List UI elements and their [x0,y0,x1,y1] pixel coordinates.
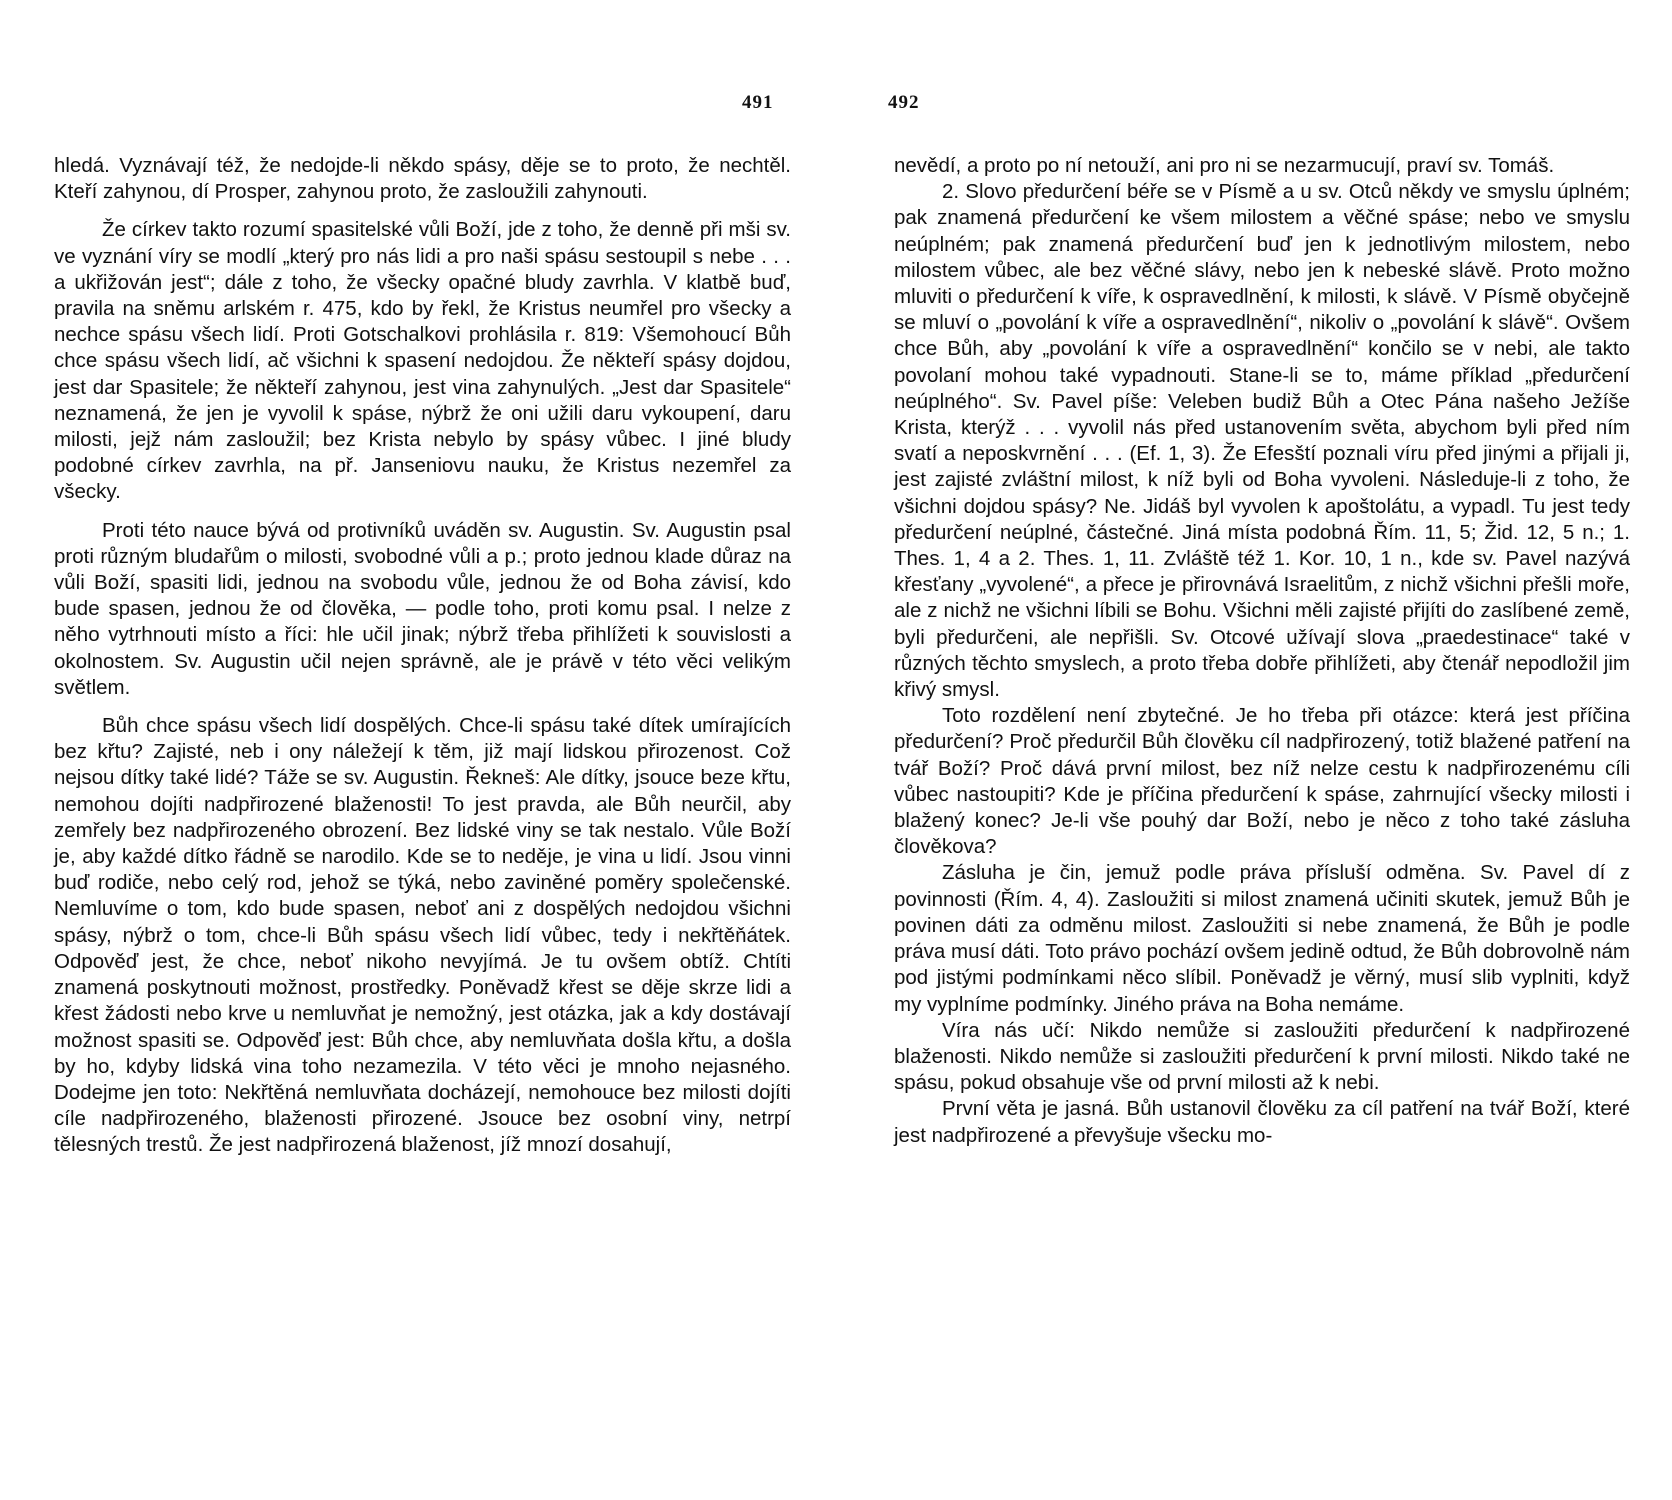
right-page-column [894,153,1630,1149]
paragraph: nevědí, a proto po ní netouží, ani pro ni se nezarmucují, praví sv. Tomáš. [894,154,1555,177]
paragraph: Zásluha je čin, jemuž podle práva přísluší odměna. Sv. Pavel dí z povinnosti (Řím. 4, 4). Zasloužiti si milost znamená učiniti skutek, jemuž Bůh je povinen dáti za odměnu milost. Zasloužiti si nebe znamená, že Bůh je podle práva musí dáti. Toto právo pochází ovšem jedině odtud, že Bůh dobrovolně nám pod jistými podmínkami něco slíbil. Poněvadž je věrný, musí slib vyplniti, když my vyplníme podmínky. Jiného práva na Boha nemáme. [894,861,1630,1016]
paragraph: Toto rozdělení není zbytečné. Je ho třeba při otázce: která jest příčina předurčení? Proč předurčil Bůh člověku cíl nadpřirozený, totiž blažené patření na tvář Boží? Proč dává první milost, bez níž nelze cestu k nadpřirozenému cíli vůbec nastoupiti? Kde je příčina předurčení k spáse, zahrnující všecky milosti i blažený konec? Je-li vše pouhý dar Boží, nebo je něco z toho také zásluha člověkova? [894,704,1630,859]
paragraph: 2. Slovo předurčení béře se v Písmě a u sv. Otců někdy ve smyslu úplném; pak znamená předurčení ke všem milostem a věčné spáse; nebo ve smyslu neúplném; pak znamená předurčení buď jen k jednotlivým milostem, nebo milostem vůbec, ale bez věčné slávy, nebo jen k nebeské slávě. Proto možno mluviti o předurčení k víře, k ospravedlnění, k milosti, k slávě. V Písmě obyčejně se mluví o „povolání k víře a ospravedlnění“, nikoliv o „povolání k slávě“. Ovšem chce Bůh, aby „povolání k víře a ospravedlnění“ končilo se v nebi, ale takto povolaní mohou také vypadnouti. Stane-li se to, máme příklad „předurčení neúplného“. Sv. Pavel píše: Veleben budiž Bůh a Otec Pána našeho Ježíše Krista, kterýž . . . vyvolil nás před ustanovením světa, abychom byli před ním svatí a neposkvrnění . . . (Ef. 1, 3). Že Efesští poznali víru před jinými a přijali ji, jest zajisté zvláštní milost, k níž byli od Boha vyvoleni. Následuje-li z toho, že všichni dojdou spásy? Ne. Jidáš byl vyvolen k apoštolátu, a vypadl. Tu jest tedy předurčení neúplné, částečné. Jiná místa podobná Řím. 11, 5; Žid. 12, 5 n.; 1. Thes. 1, 4 a 2. Thes. 1, 11. Zvláště též 1. Kor. 10, 1 n., kde sv. Pavel nazývá křesťany „vyvolené“, a přece je přirovnává Israelitům, z nichž všichni přešli moře, ale z nichž ne všichni líbili se Bohu. Všichni měli zajisté přijíti do zaslíbené země, byli předurčeni, ale nepřišli. Sv. Otcové užívají slova „praedestinace“ také v různých těchto smyslech, a proto třeba dobře přihlížeti, aby čtenář nepodložil jim křivý smysl. [894,180,1630,702]
paragraph: První věta je jasná. Bůh ustanovil člověku za cíl patření na tvář Boží, které jest nadpřirozené a převyšuje všecku mo- [894,1097,1630,1147]
paragraph: Bůh chce spásu všech lidí dospělých. Chce-li spásu také dítek umírajících bez křtu? Zajisté, neb i ony náležejí k těm, již mají lidskou přirozenost. Což nejsou dítky také lidé? Táže se sv. Augustin. Řekneš: Ale dítky, jsouce beze křtu, nemohou dojíti nadpřirozené blaženosti! To jest pravda, ale Bůh neurčil, aby zemřely bez nadpřirozeného obrození. Bez lidské viny se tak nestalo. Vůle Boží je, aby každé dítko řádně se narodilo. Kde se to neděje, je vina u lidí. Jsou vinni buď rodiče, nebo celý rod, jehož se týká, nebo zaviněné poměry společenské. Nemluvíme o tom, kdo bude spasen, neboť ani z dospělých nedojdou všichni spásy, nýbrž o tom, chce-li Bůh spásu všech lidí vůbec, tedy i nekřtěňátek. Odpověď jest, že chce, neboť nikoho nevyjímá. Je tu ovšem obtíž. Chtíti znamená poskytnouti možnost, prostředky. Poněvadž křest se děje skrze lidi a křest žádosti nebo krve u nemluvňat je nemožný, jest otázka, jak a kdy dostávají možnost spasiti se. Odpověď jest: Bůh chce, aby nemluvňata došla křtu, a došla by ho, kdyby lidská vina toho nezamezila. V této věci je mnoho nejasného. Dodejme jen toto: Nekřtěná nemluvňata docházejí, nemohouce bez milosti dojíti cíle nadpřirozeného, blaženosti přirozené. Jsouce bez osobní viny, netrpí tělesných trestů. Že jest nadpřirozená blaženost, jíž mnozí dosahují, [54,714,791,1157]
page-number-right: 492 [888,92,920,113]
page-number-left: 491 [742,92,774,113]
paragraph: Že církev takto rozumí spasitelské vůli Boží, jde z toho, že denně při mši sv. ve vyznání víry se modlí „který pro nás lidi a pro naši spásu sestoupil s nebe . . . a ukřižován jest“; dále z toho, že všecky opačné bludy zavrhla. V klatbě buď, pravila na sněmu arlském r. 475, kdo by řekl, že Kristus neumřel pro všecky a nechce spásu všech lidí. Proti Gotschalkovi prohlásila r. 819: Všemohoucí Bůh chce spásu všech lidí, ač všichni k spasení nedojdou. Že někteří spásy dojdou, jest dar Spasitele; že někteří zahynou, jest vina zahynulých. „Jest dar Spasitele“ neznamená, že jen je vyvolil k spáse, nýbrž že oni užili daru vykoupení, daru milosti, jejž nám zasloužil; bez Krista nebylo by spásy vůbec. I jiné bludy podobné církev zavrhla, na př. Janseniovu nauku, že Kristus nezemřel za všecky. [54,218,791,504]
paragraph: Víra nás učí: Nikdo nemůže si zasloužiti předurčení k nadpřirozené blaženosti. Nikdo nemůže si zasloužiti předurčení k první milosti. Nikdo také ne spásu, pokud obsahuje vše od první milosti až k nebi. [894,1018,1630,1095]
left-page-column [54,153,791,1159]
paragraph: Proti této nauce bývá od protivníků uváděn sv. Augustin. Sv. Augustin psal proti různým bludařům o milosti, svobodné vůli a p.; proto jednou klade důraz na vůli Boží, spasiti lidi, jednou na svobodu vůle, jednou že od Boha závisí, kdo bude spasen, jednou že od člověka, — podle toho, proti komu psal. I nelze z něho vytrhnouti místo a říci: hle učil jinak; nýbrž třeba přihlížeti k souvislosti a okolnostem. Sv. Augustin učil nejen správně, ale je právě v této věci velikým světlem. [54,518,791,699]
paragraph: hledá. Vyznávají též, že nedojde-li někdo spásy, děje se to proto, že nechtěl. Kteří zahynou, dí Prosper, zahynou proto, že zasloužili zahynouti. [54,154,791,204]
